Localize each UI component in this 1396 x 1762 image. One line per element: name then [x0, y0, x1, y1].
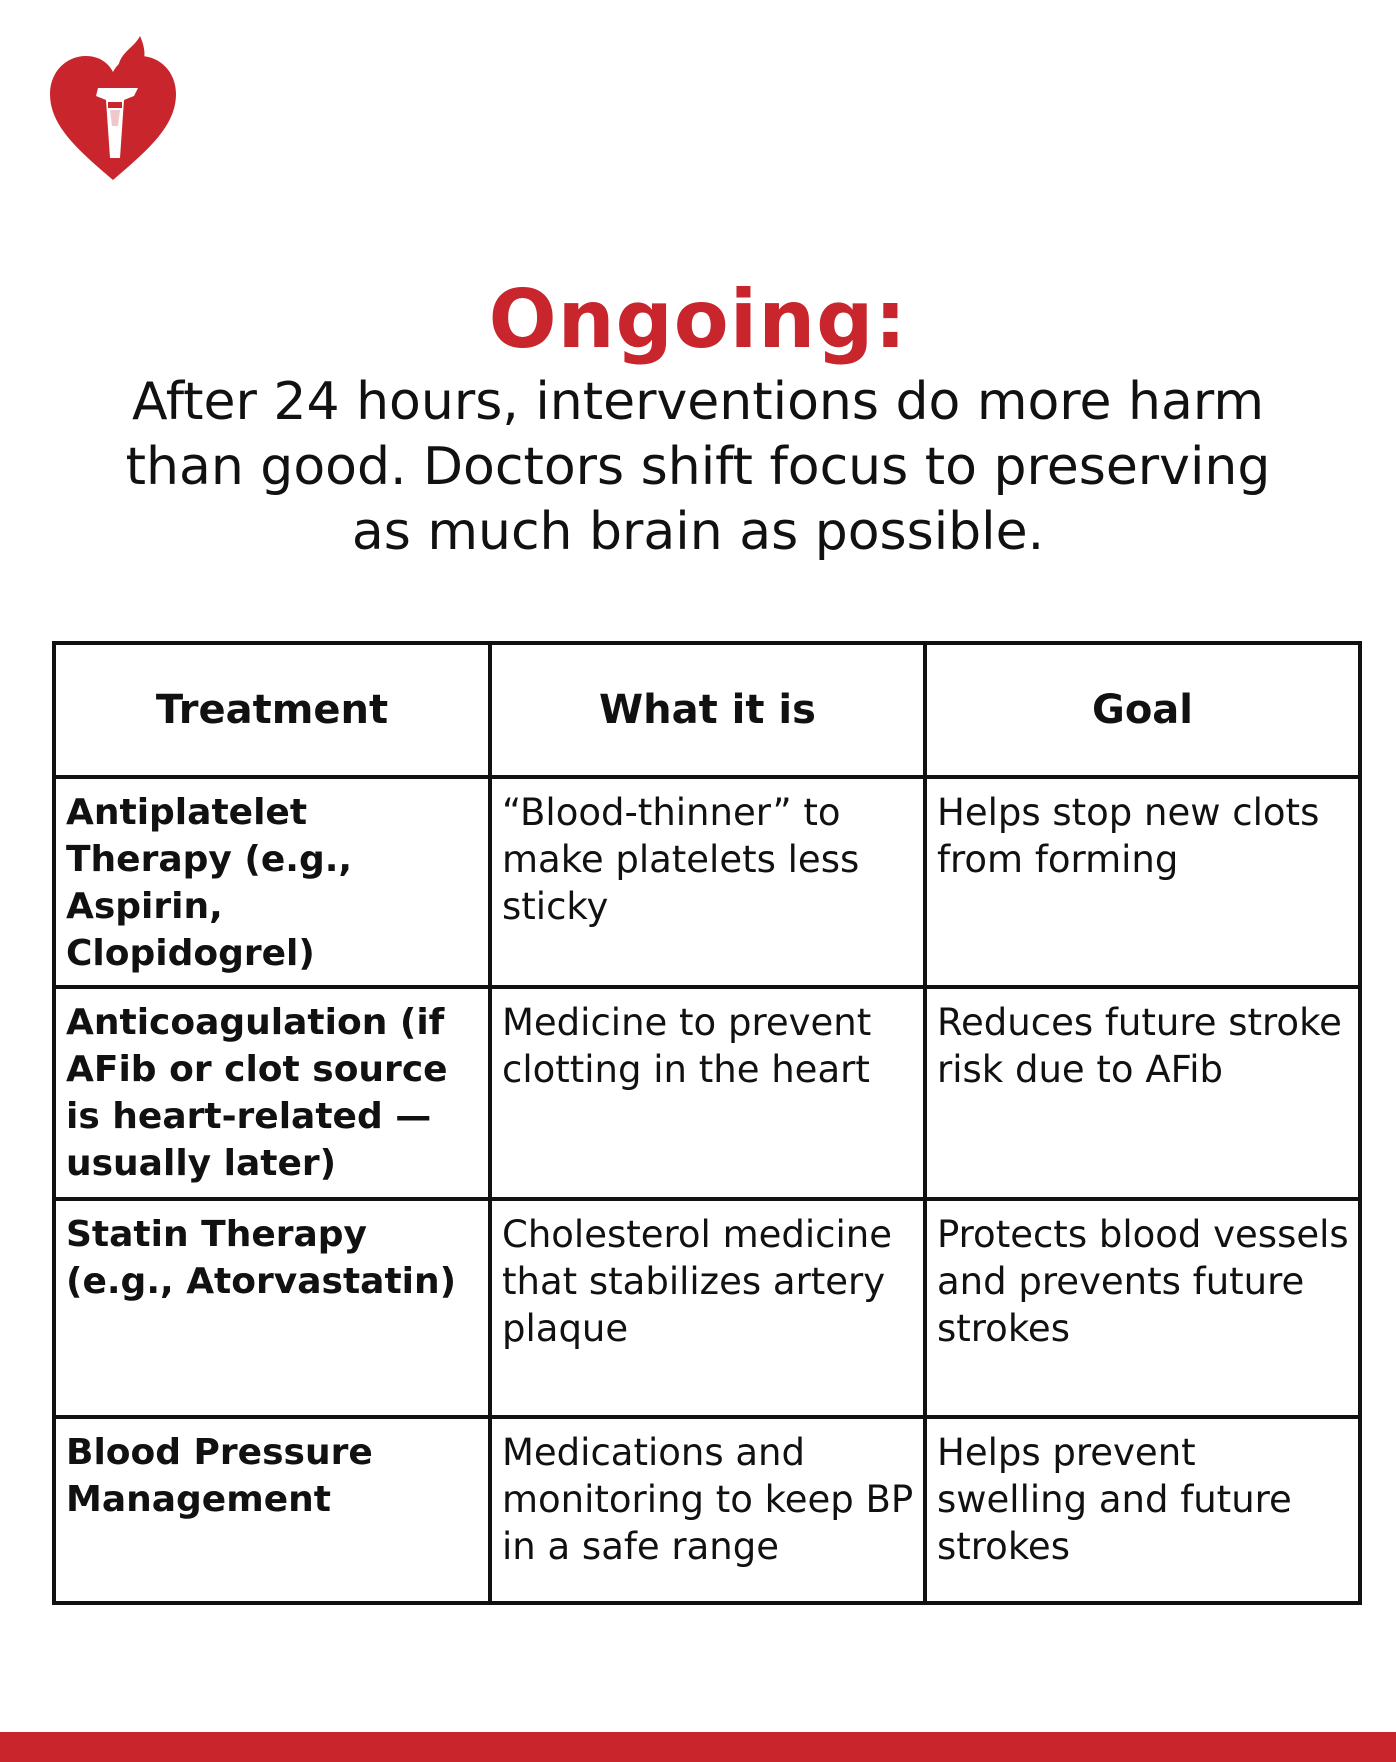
treatment-cell: Antiplatelet Therapy (e.g., Aspirin, Clopidogrel) — [54, 777, 490, 987]
goal-cell: Helps prevent swelling and future strokes — [925, 1417, 1360, 1603]
table-row — [54, 1199, 1360, 1417]
treatment-cell: Statin Therapy (e.g., Atorvastatin) — [54, 1199, 490, 1417]
table-row — [54, 777, 1360, 987]
header-what-it-is: What it is — [490, 643, 925, 777]
what-it-is-cell: Medicine to prevent clotting in the heart — [490, 987, 925, 1199]
what-it-is-cell: Medications and monitoring to keep BP in a safe range — [490, 1417, 925, 1603]
page-heading: Ongoing: — [488, 273, 908, 366]
table-header-row — [54, 643, 1360, 777]
treatment-table — [52, 641, 1362, 1605]
page-subtitle: After 24 hours, interventions do more harm than good. Doctors shift focus to preserving as much brain as possible. — [125, 372, 1271, 562]
footer-accent-bar — [0, 1732, 1396, 1762]
header-goal: Goal — [925, 643, 1360, 777]
table-row — [54, 1417, 1360, 1603]
treatment-cell: Blood Pressure Management — [54, 1417, 490, 1603]
heart-torch-logo-icon — [48, 30, 178, 190]
goal-cell: Reduces future stroke risk due to AFib — [925, 987, 1360, 1199]
treatment-table-container — [52, 641, 1358, 1605]
table-row — [54, 987, 1360, 1199]
goal-cell: Helps stop new clots from forming — [925, 777, 1360, 987]
what-it-is-cell: Cholesterol medicine that stabilizes artery plaque — [490, 1199, 925, 1417]
what-it-is-cell: “Blood-thinner” to make platelets less sticky — [490, 777, 925, 987]
header-treatment: Treatment — [54, 643, 490, 777]
goal-cell: Protects blood vessels and prevents future strokes — [925, 1199, 1360, 1417]
treatment-cell: Anticoagulation (if AFib or clot source is heart-related — usually later) — [54, 987, 490, 1199]
